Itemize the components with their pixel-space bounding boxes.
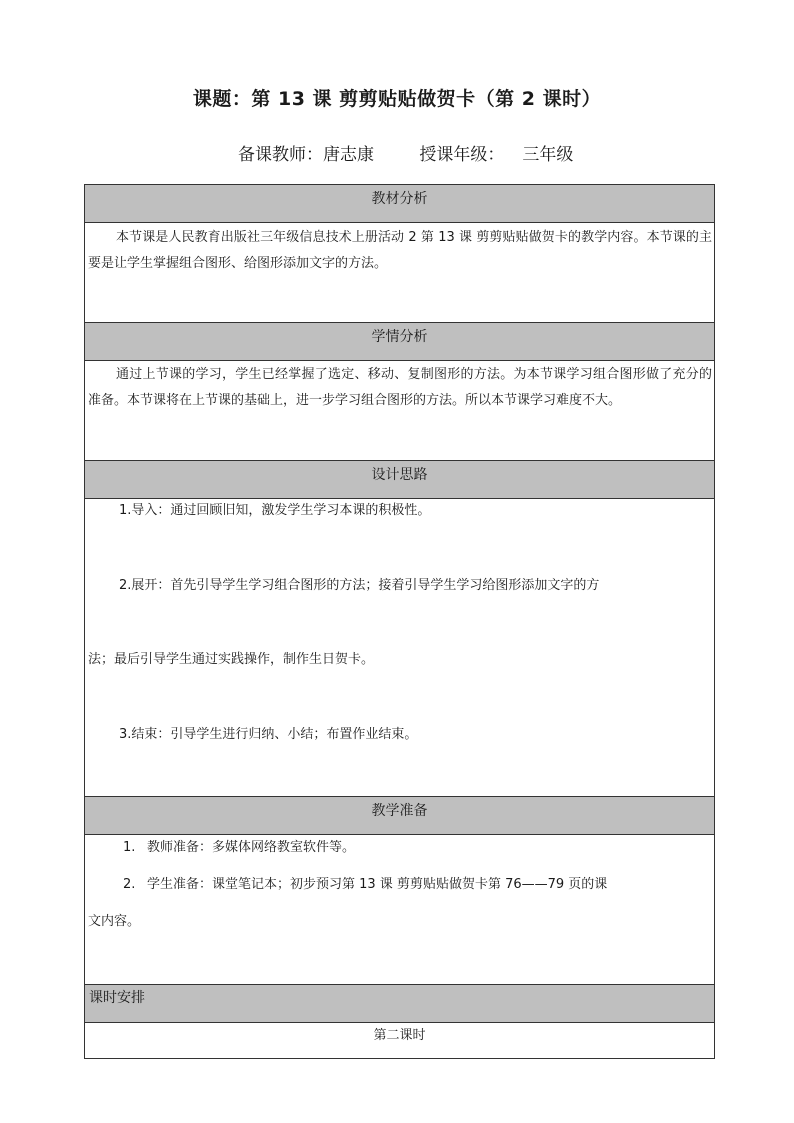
- section-header-prep: 教学准备: [85, 797, 714, 835]
- teacher-label: 备课教师：: [238, 145, 323, 165]
- teacher-name: 唐志康: [323, 145, 374, 165]
- section-header-schedule: 课时安排: [85, 985, 714, 1023]
- section-header-design: 设计思路: [85, 461, 714, 499]
- section-header-students: 学情分析: [85, 323, 714, 361]
- section-header-textbook: 教材分析: [85, 185, 714, 223]
- design-item-2: 2.展开：首先引导学生学习组合图形的方法；接着引导学生学习给图形添加文字的方: [119, 578, 600, 593]
- prep-item-1-number: 1.: [123, 840, 136, 855]
- lesson-plan-table: [84, 184, 715, 1059]
- schedule-value: 第二课时: [373, 1028, 426, 1043]
- section-body-textbook: 本节课是人民教育出版社三年级信息技术上册活动 2 第 13 课 剪剪贴贴做贺卡的教学内容。本节课的主要是让学生掌握组合图形、给图形添加文字的方法。: [88, 230, 712, 271]
- prep-item-2: 学生准备：课堂笔记本；初步预习第 13 课 剪剪贴贴做贺卡第 76——79 页的课: [147, 877, 608, 892]
- section-body-students: 通过上节课的学习，学生已经掌握了选定、移动、复制图形的方法。为本节课学习组合图形做了充分的准备。本节课将在上节课的基础上，进一步学习组合图形的方法。所以本节课学习难度不大。: [88, 367, 712, 408]
- design-item-1: 1.导入：通过回顾旧知，激发学生学习本课的积极性。: [119, 503, 431, 518]
- grade-label: 授课年级：: [419, 145, 505, 165]
- prep-item-1: 教师准备：多媒体网络教室软件等。: [147, 840, 356, 855]
- prep-item-2-cont: 文内容。: [88, 914, 141, 929]
- design-item-2-cont: 法；最后引导学生通过实践操作，制作生日贺卡。: [88, 652, 375, 667]
- lesson-meta: [238, 140, 573, 165]
- lesson-title: 课题：第 13 课 剪剪贴贴做贺卡（第 2 课时）: [192, 88, 602, 110]
- design-item-3: 3.结束：引导学生进行归纳、小结；布置作业结束。: [119, 727, 418, 742]
- grade-value: 三年级: [522, 145, 574, 165]
- prep-item-2-number: 2.: [123, 877, 136, 892]
